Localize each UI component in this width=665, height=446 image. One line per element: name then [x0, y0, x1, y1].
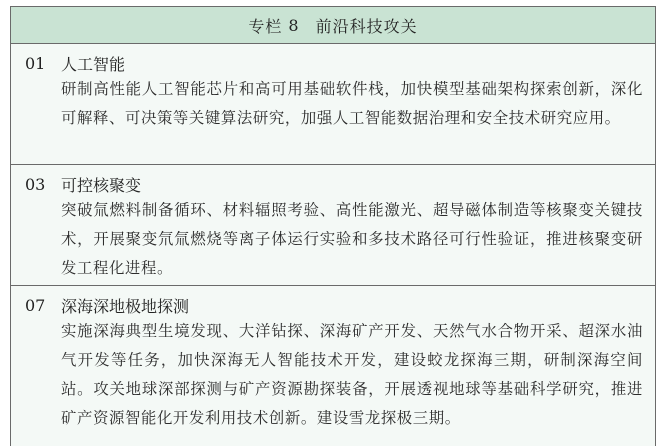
section-heading: 可控核聚变 [61, 175, 142, 195]
section-header [11, 51, 655, 75]
column-title-prefix: 专栏 [248, 16, 283, 36]
section-deep-exploration [11, 286, 655, 444]
section-heading: 人工智能 [61, 54, 126, 74]
column-title-number: 8 [288, 15, 300, 35]
section-heading: 深海深地极地探测 [61, 296, 190, 316]
section-body: 实施深海典型生境发现、大洋钻探、深海矿产开发、天然气水合物开采、超深水油气开发等任务，加快深海无人智能技术开发，建设蛟龙探海三期，研制深海空间站。攻关地球深部探测与矿产资源勘探装备，开展透视地球等基础科学研究，推进矿产资源智能化开发利用技术创新。建设雪龙探极三期。 [61, 322, 643, 427]
column-title-bar [11, 7, 655, 44]
section-ai [11, 44, 655, 165]
section-body: 研制高性能人工智能芯片和高可用基础软件栈，加快模型基础架构探索创新，深化可解释、可决策等关键算法研究，加强人工智能数据治理和安全技术研究应用。 [61, 80, 643, 127]
column-title-name: 前沿科技攻关 [315, 16, 418, 36]
column-box [10, 6, 656, 446]
section-number: 01 [25, 53, 46, 73]
section-body: 突破氚燃料制备循环、材料辐照考验、高性能激光、超导磁体制造等核聚变关键技术，开展聚变氘氚燃烧等离子体运行实验和多技术路径可行性验证，推进核聚变研发工程化进程。 [61, 201, 643, 277]
section-number: 03 [25, 174, 46, 194]
section-fusion [11, 165, 655, 286]
section-number: 07 [25, 295, 46, 315]
section-header [11, 293, 655, 317]
section-header [11, 172, 655, 196]
